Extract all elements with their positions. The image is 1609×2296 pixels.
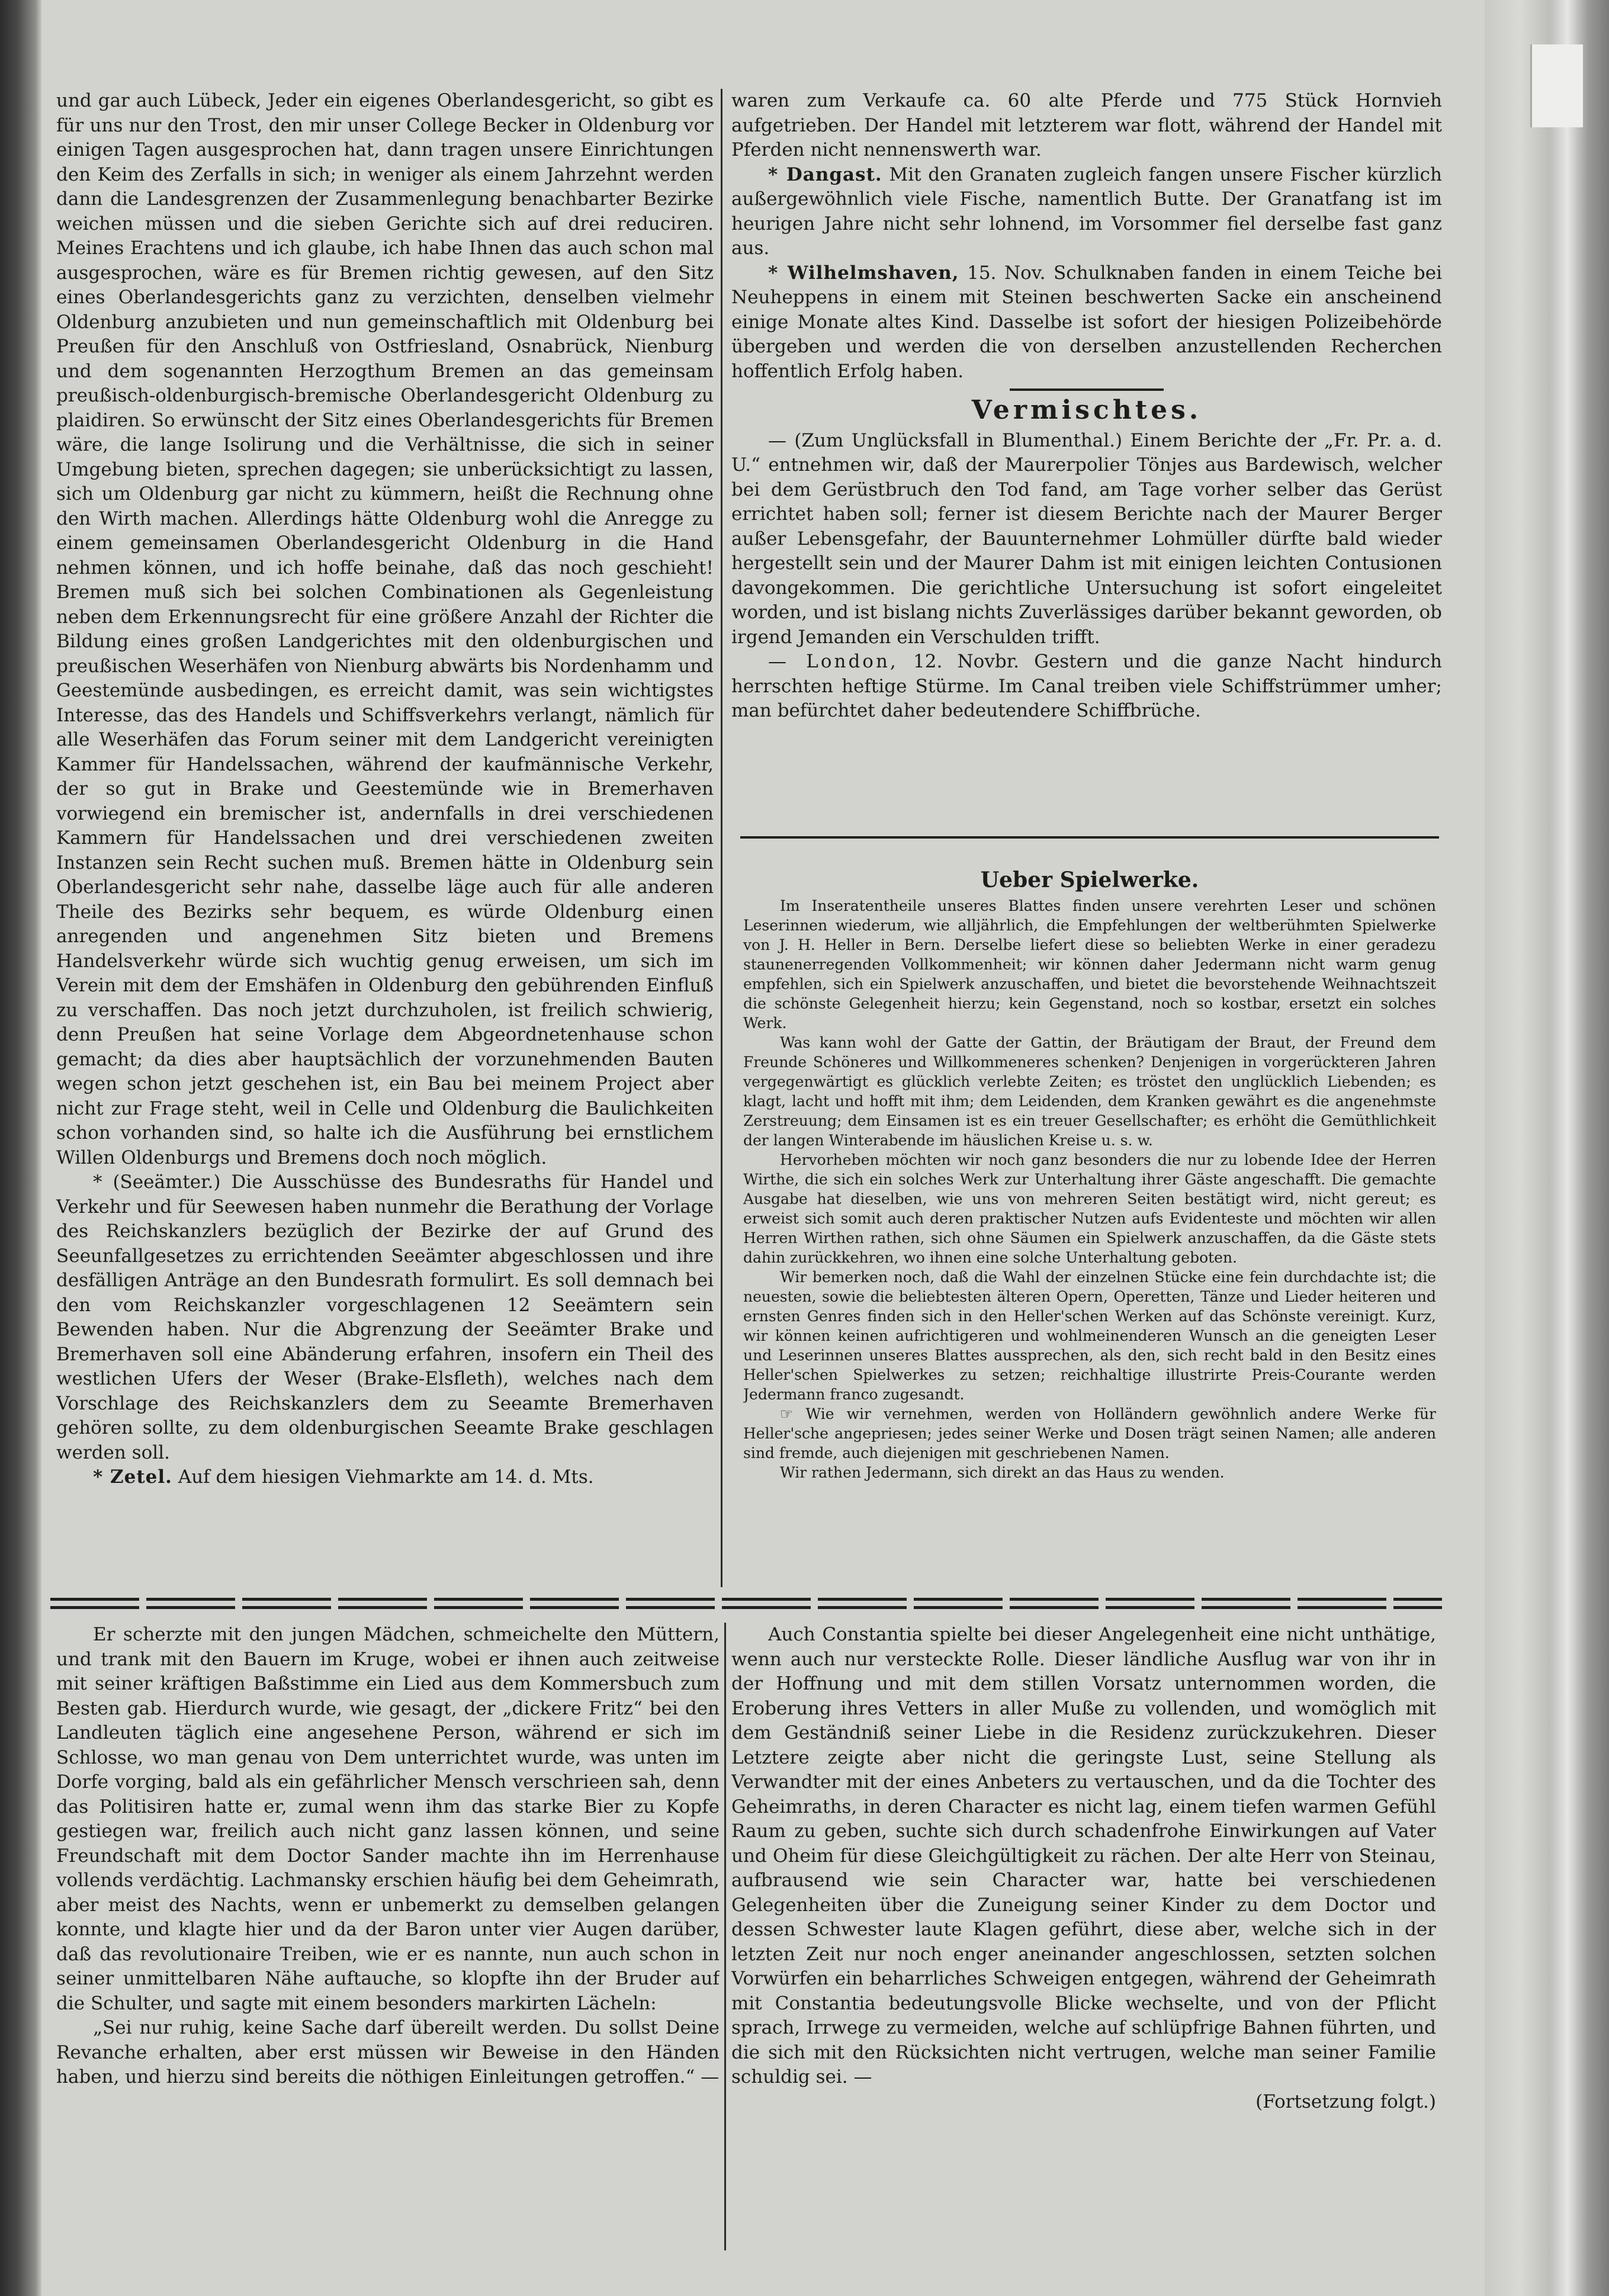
- spielwerke-notice: ☞ Wie wir vernehmen, werden von Holländern gewöhnlich andere Werke für Heller'sche angepriesen; jedes seiner Werke und Dosen trägt seinen Namen; alle anderen sind fremde, auch diejenigen mit geschriebenen Namen.: [743, 1405, 1436, 1462]
- feuilleton-rule-top: [50, 1598, 1442, 1601]
- spielwerke-paragraph: Hervorheben möchten wir noch ganz besonders die nur zu lobende Idee der Herren Wirthe, die sich ein solches Werk zur Unterhaltung ihrer Gäste angeschafft. Die gemachte Ausgabe hat dieselben, wie uns von mehreren Seiten bestätigt wird, nicht gereut; es erweist sich somit auch deren praktischer Nutzen aufs Evidenteste und möchten wir allen Herren Wirthen rathen, sich ohne Säumen ein Spielwerk anzuschaffen, da die Gäste stets dahin zurückkehren, wo ihnen eine solche Unterhaltung geboten.: [743, 1151, 1436, 1266]
- article-blumenthal: — (Zum Unglücksfall in Blumenthal.) Einem Berichte der „Fr. Pr. a. d. U.“ entnehmen wir, daß der Maurerpolier Tönjes aus Bardewisch, welcher bei dem Gerüstbruch den Tod fand, am Tage vorher selber das Gerüst errichtet haben soll; ferner ist diesem Berichte nach der Maurer Berger außer Lebensgefahr, der Bauunternehmer Lohmüller dürfte bald wieder hergestellt sein und der Maurer Dahm ist mit einigen leichten Contusionen davongekommen. Die gerichtliche Untersuchung ist sofort eingeleitet worden, und ist bislang nichts Zuverlässiges darüber bekannt geworden, ob irgend Jemanden ein Verschulden trifft.: [731, 429, 1442, 648]
- article-london: [731, 650, 1442, 724]
- dateline-dangast: * Dangast.: [768, 163, 882, 185]
- newspaper-page: [50, 71, 1483, 2274]
- article-wilhelmshaven: [731, 261, 1442, 384]
- column-divider: [721, 89, 722, 1587]
- article-zetel: [56, 1465, 714, 1490]
- column-spielwerke: [743, 859, 1436, 1640]
- binding-edge: [0, 0, 41, 2296]
- column-upper-left: [56, 89, 714, 1587]
- column-feuilleton-left: [56, 1623, 720, 2256]
- novel-paragraph: Er scherzte mit den jungen Mädchen, schmeichelte den Müttern, und trank mit den Bauern im Kruge, wobei er ihnen auch zeitweise mit seiner kräftigen Baßstimme ein Lied aus dem Kommersbuch zum Besten gab. Hierdurch wurde, wie gesagt, der „dickere Fritz“ bei den Landleuten täglich eine angesehene Person, während er sich im Schlosse, wo man genau von Dem unterrichtet wurde, was unten im Dorfe vorging, bald als ein gefährlicher Mensch verschrieen sah, denn das Politisiren hatte er, zumal wenn ihm das starke Bier zu Kopfe gestiegen war, freilich auch nicht ganz lassen können, und seine Freundschaft mit dem Doctor Sander machte ihn im Herrenhause vollends verdächtig. Lachmansky erschien häufig bei dem Geheimrath, aber meist des Nachts, wenn er unbemerkt zu demselben gelangen konnte, und klagte hier und da der Baron unter vier Augen darüber, daß das revolutionaire Treiben, wie er es nannte, nun auch schon in seiner unmittelbaren Nähe auftauche, so klopfte ihn der Bruder auf die Schulter, und sagte mit einem besonders markirten Lächeln:: [56, 1624, 720, 2014]
- continuation-note: (Fortsetzung folgt.): [1255, 2091, 1436, 2112]
- article-zetel-continued: waren zum Verkaufe ca. 60 alte Pferde und 775 Stück Hornvieh aufgetrieben. Der Handel mit letzterem war flott, während der Handel mit Pferden nicht nennenswerth war.: [731, 90, 1442, 160]
- heading-ueber-spielwerke: Ueber Spielwerke.: [980, 868, 1199, 892]
- dateline-london: — London,: [768, 651, 898, 672]
- spielwerke-closing: Wir rathen Jedermann, sich direkt an das Haus zu wenden.: [780, 1464, 1225, 1481]
- column-upper-right: [731, 89, 1442, 823]
- spielwerke-paragraph: Was kann wohl der Gatte der Gattin, der Bräutigam der Braut, der Freund dem Freunde Schöneres und Willkommeneres schenken? Denjenigen in vorgerückteren Jahren vergegenwärtigt es glücklich verlebte Zeiten; es tröstet den unglücklich Liebenden; es klagt, lacht und hofft mit ihm; dem Leidenden, dem Kranken gewährt es die angenehmste Zerstreuung; dem Einsamen ist es ein treuer Gesellschafter; es erhöht die Gemüthlichkeit der langen Winterabende im häuslichen Kreise u. s. w.: [743, 1034, 1436, 1149]
- page-edge-stack: [1485, 0, 1609, 2296]
- dateline-zetel: * Zetel.: [93, 1466, 172, 1488]
- feuilleton-column-divider: [724, 1623, 726, 2250]
- section-heading-vermischtes: Vermischtes.: [971, 395, 1202, 425]
- spielwerke-paragraph: Wir bemerken noch, daß die Wahl der einzelnen Stücke eine fein durchdachte ist; die neuesten, sowie die beliebtesten älteren Opern, Operetten, Tänze und Lieder heiteren und ernsten Genres finden sich in den Heller'schen Werken auf das Schönste vereinigt. Kurz, wir können keinen aufrichtigeren und wohlmeinenderen Wunsch an die geneigten Leser und Leserinnen unseres Blattes aussprechen, als den, sich recht bald in den Besitz eines Heller'schen Spielwerkes zu setzen; reichhaltige illustrirte Preis-Courante werden Jedermann franco zugesandt.: [743, 1269, 1436, 1403]
- article-seeaemter: * (Seeämter.) Die Ausschüsse des Bundesraths für Handel und Verkehr und für Seewesen haben nunmehr die Berathung der Vorlage des Reichskanzlers bezüglich der Bezirke der auf Grund des Seeunfallgesetzes zu errichtenden Seeämter abgeschlossen und ihre desfälligen Anträge an den Bundesrath formulirt. Es soll demnach bei den vom Reichskanzler vorgeschlagenen 12 Seeämtern sein Bewenden haben. Nur die Abgrenzung der Seeämter Brake und Bremerhaven soll eine Abänderung erfahren, insofern ein Theil des westlichen Ufers der Weser (Brake-Elsfleth), welches nach dem Vorschlage des Reichskanzlers dem zu Seeamte Bremerhaven gehören sollte, zu dem oldenburgischen Seeamte Brake geschlagen werden soll.: [56, 1171, 714, 1463]
- section-rule: [1010, 388, 1164, 391]
- novel-dialogue: „Sei nur ruhig, keine Sache darf übereilt werden. Du sollst Deine Revanche erhalten, aber erst müssen wir Beweise in den Händen haben, und hierzu sind bereits die nöthigen Einleitungen getroffen.“ —: [56, 2017, 720, 2088]
- article-dangast-text: Mit den Granaten zugleich fangen unsere Fischer kürzlich außergewöhnlich viele Fische, namentlich Butte. Der Granatfang ist im heurigen Jahre nicht sehr lohnend, im Vorsommer fiel derselbe fast ganz aus.: [731, 163, 1442, 259]
- spielwerke-paragraph: Im Inseratentheile unseres Blattes finden unsere verehrten Leser und schönen Leserinnen wiederum, wie alljährlich, die Empfehlungen der weltberühmten Spielwerke von J. H. Heller in Bern. Derselbe liefert diese so beliebten Werke in einer geradezu staunenerregenden Vollkommenheit; wir können daher Jedermann nicht warm genug empfehlen, sich ein Spielwerk anzuschaffen, und bietet die bevorstehende Weihnachtszeit die schönste Gelegenheit hierzu; kein Gegenstand, noch so kostbar, ersetzt ein solches Werk.: [743, 897, 1436, 1032]
- article-oberlandesgericht: und gar auch Lübeck, Jeder ein eigenes Oberlandesgericht, so gibt es für uns nur den Trost, den mir unser College Becker in Oldenburg vor einigen Tagen ausgesprochen hat, dann tragen unsere Einrichtungen den Keim des Zerfalls in sich; in weniger als einem Jahrzehnt werden dann die Landesgrenzen der Zusammenlegung benachbarter Bezirke weichen müssen und die sieben Gerichte sich auf drei reduciren. Meines Erachtens und ich glaube, ich habe Ihnen das auch schon mal ausgesprochen, wäre es für Bremen richtig gewesen, auf den Sitz eines Oberlandesgerichts ganz zu verzichten, denselben vielmehr Oldenburg anzubieten und nun gemeinschaftlich mit Oldenburg bei Preußen für den Anschluß von Ostfriesland, Osnabrück, Nienburg und dem sogenannten Herzogthum Bremen an das gemeinsam preußisch-oldenburgisch-bremische Oberlandesgericht Oldenburg zu plaidiren. So erwünscht der Sitz eines Oberlandesgerichts für Bremen wäre, die lange Isolirung und die Verhältnisse, die sich in seiner Umgebung bieten, sprechen dagegen; sie unberücksichtigt zu lassen, sich um Oldenburg gar nicht zu kümmern, heißt die Rechnung ohne den Wirth machen. Allerdings hätte Oldenburg wohl die Anregge zu einem gemeinsamen Oberlandesgericht Oldenburg in die Hand nehmen können, und ich hoffe beinahe, daß das noch geschieht! Bremen muß sich bei solchen Combinationen als Gegenleistung neben dem Erkennungsrecht für eine größere Anzahl der Richter die Bildung eines großen Landgerichtes mit den oldenburgischen und preußischen Weserhäfen von Nienburg abwärts bis Nordenhamm und Geestemünde ausbedingen, es erreicht damit, was sein wichtigstes Interesse, das des Handels und Schiffsverkehrs verlangt, nämlich für alle Weserhäfen das Forum seiner mit dem Landgericht vereinigten Kammer für Handelssachen, während der kaufmännische Verkehr, der so gut in Brake und Geestemünde wie in Bremerhaven vorwiegend ein bremischer ist, andernfalls in drei verschiedenen Kammern für Handelssachen und drei verschiedenen zweiten Instanzen sein Recht suchen muß. Bremen hätte in Oldenburg sein Oberlandesgericht sehr nahe, dasselbe läge auch für alle anderen Theile des Bezirks sehr bequem, es würde Oldenburg einen anregenden und angenehmen Sitz bieten und Bremens Handelsverkehr würde sich wuchtig genug erweisen, um sich im Verein mit dem der Emshäfen in Oldenburg den gebührenden Einfluß zu verschaffen. Das noch jetzt durchzuholen, ist freilich schwierig, denn Preußen hat seine Vorlage dem Abgeordnetenhause schon gemacht; da dies aber hauptsächlich der vorzunehmenden Bauten wegen schon jetzt geschehen ist, ein Bau bei meinem Project aber nicht zur Frage steht, weil in Celle und Oldenburg die Baulichkeiten schon vorhanden sind, so halte ich die Ausführung bei ernstlichem Willen Oldenburgs und Bremens doch noch möglich.: [56, 90, 714, 1168]
- feuilleton-rule-bottom: [50, 1606, 1442, 1609]
- article-london-text: 12. Novbr. Gestern und die ganze Nacht hindurch herrschten heftige Stürme. Im Canal treiben viele Schiffstrümmer umher; man befürchtet daher bedeutendere Schiffbrüche.: [731, 651, 1442, 721]
- article-wilhelmshaven-text: 15. Nov. Schulknaben fanden in einem Teiche bei Neuheppens in einem mit Steinen beschwerten Sacke ein anscheinend einige Monate altes Kind. Dasselbe ist sofort der hiesigen Polizeibehörde übergeben und werden die von derselben anzustellenden Recherchen hoffentlich Erfolg haben.: [731, 262, 1442, 382]
- article-dangast: [731, 163, 1442, 261]
- column-feuilleton-right: [731, 1623, 1436, 2256]
- paper-tab: [1530, 44, 1583, 127]
- article-zetel-text: Auf dem hiesigen Viehmarkte am 14. d. Mts.: [178, 1466, 594, 1488]
- section-divider: [740, 836, 1439, 839]
- dateline-wilhelmshaven: * Wilhelmshaven,: [768, 262, 959, 284]
- novel-paragraph: Auch Constantia spielte bei dieser Angelegenheit eine nicht unthätige, wenn auch nur versteckte Rolle. Dieser ländliche Ausflug war von ihr in der Hoffnung und mit dem stillen Vorsatz unternommen worden, die Eroberung ihres Vetters in aller Muße zu vollenden, und womöglich mit dem Geständniß seiner Liebe in die Residenz zurückzukehren. Dieser Letztere zeigte aber nicht die geringste Lust, seine Stellung als Verwandter mit der eines Anbeters zu vertauschen, und da die Tochter des Geheimraths, in deren Character es nicht lag, einem tiefen warmen Gefühl Raum zu geben, suchte sich durch schadenfrohe Einwirkungen auf Vater und Oheim für diese Gleichgültigkeit zu rächen. Der alte Herr von Steinau, aufbrausend wie sein Character war, hatte bei verschiedenen Gelegenheiten über die Zuneigung seiner Kinder zu dem Doctor und dessen Schwester laute Klagen geführt, diese aber, welche sich in der letzten Zeit nur noch enger aneinander angeschlossen, setzten solchen Vorwürfen ein beharrliches Schweigen entgegen, während der Geheimrath mit Constantia bedeutungsvolle Blicke wechselte, und von der Pflicht sprach, Irrwege zu vermeiden, welche auf schlüpfrige Bahnen führten, und die sich mit den Rücksichten nicht vertrugen, welche man seiner Familie schuldig sei. —: [731, 1624, 1436, 2088]
